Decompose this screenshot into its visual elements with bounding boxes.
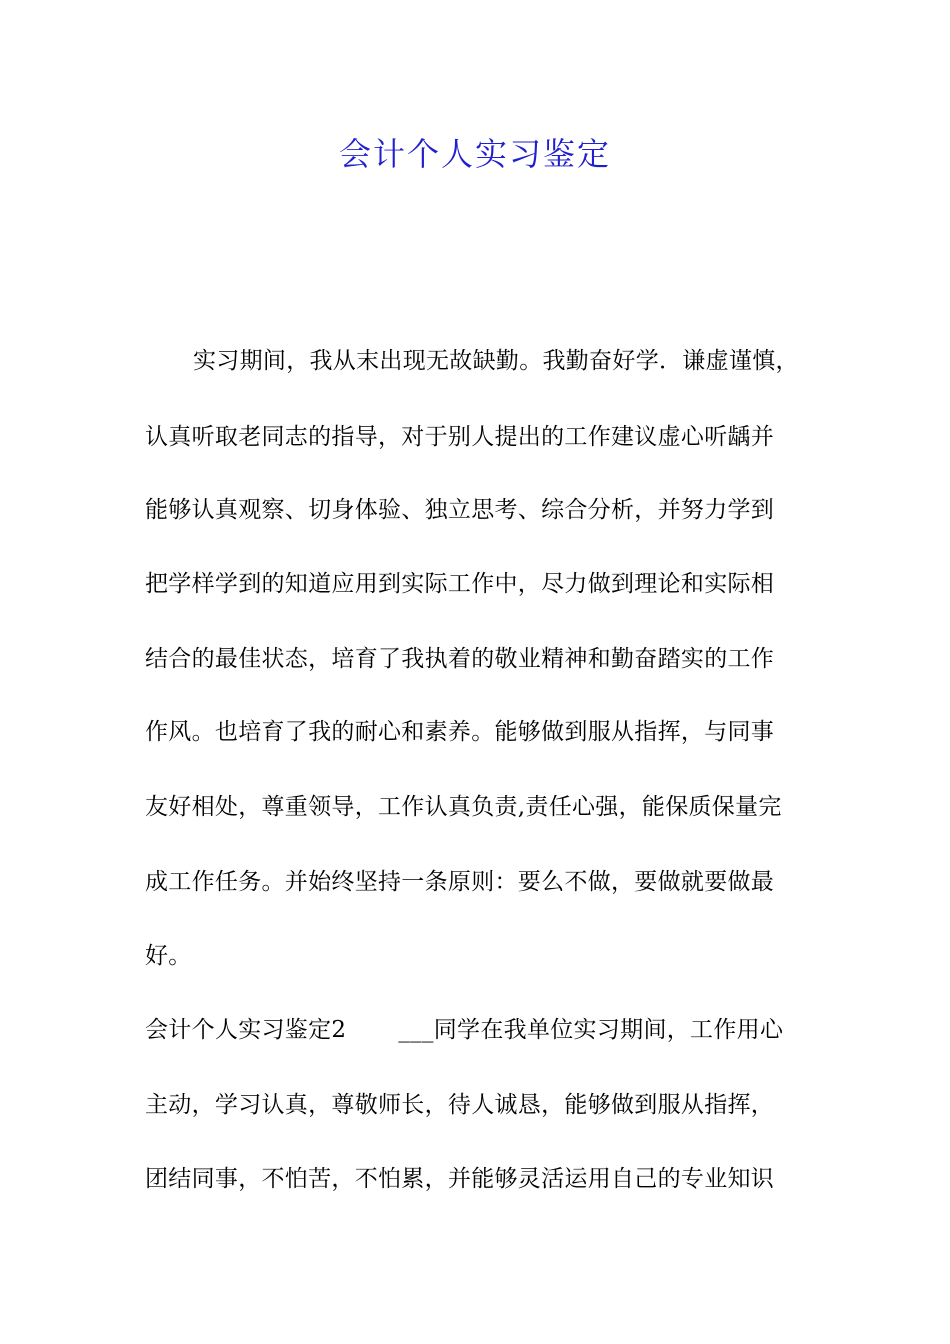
paragraph-line: 团结同事，不怕苦，不怕累，并能够灵活运用自己的专业知识 bbox=[145, 1166, 775, 1192]
paragraph-line: 能够认真观察、切身体验、独立思考、综合分析，并努力学到 bbox=[145, 497, 775, 523]
paragraph-line: 结合的最佳状态，培育了我执着的敬业精神和勤奋踏实的工作 bbox=[145, 646, 775, 672]
section-first-line: ___同学在我单位实习期间，工作用心 bbox=[398, 1017, 784, 1043]
paragraph-line: 作风。也培育了我的耐心和素养。能够做到服从指挥，与同事 bbox=[145, 719, 775, 745]
document-title: 会计个人实习鉴定 bbox=[338, 135, 611, 173]
paragraph-line: 友好相处，尊重领导，工作认真负责,责任心强，能保质保量完 bbox=[145, 794, 782, 820]
paragraph-line: 主动，学习认真，尊敬师长，待人诚恳，能够做到服从指挥， bbox=[145, 1092, 775, 1118]
paragraph-line: 实习期间，我从末出现无故缺勤。我勤奋好学．谦虚谨慎， bbox=[193, 348, 799, 374]
paragraph-line: 好。 bbox=[145, 943, 192, 969]
section-heading: 会计个人实习鉴定2 bbox=[145, 1017, 347, 1043]
section-heading-line bbox=[145, 1014, 783, 1046]
paragraph-line: 成工作任务。并始终坚持一条原则：要么不做，要做就要做最 bbox=[145, 869, 775, 895]
paragraph-line: 把学样学到的知道应用到实际工作中，尽力做到理论和实际相 bbox=[145, 571, 775, 597]
paragraph-line: 认真听取老同志的指导，对于别人提出的工作建议虚心听龋并 bbox=[145, 424, 775, 450]
